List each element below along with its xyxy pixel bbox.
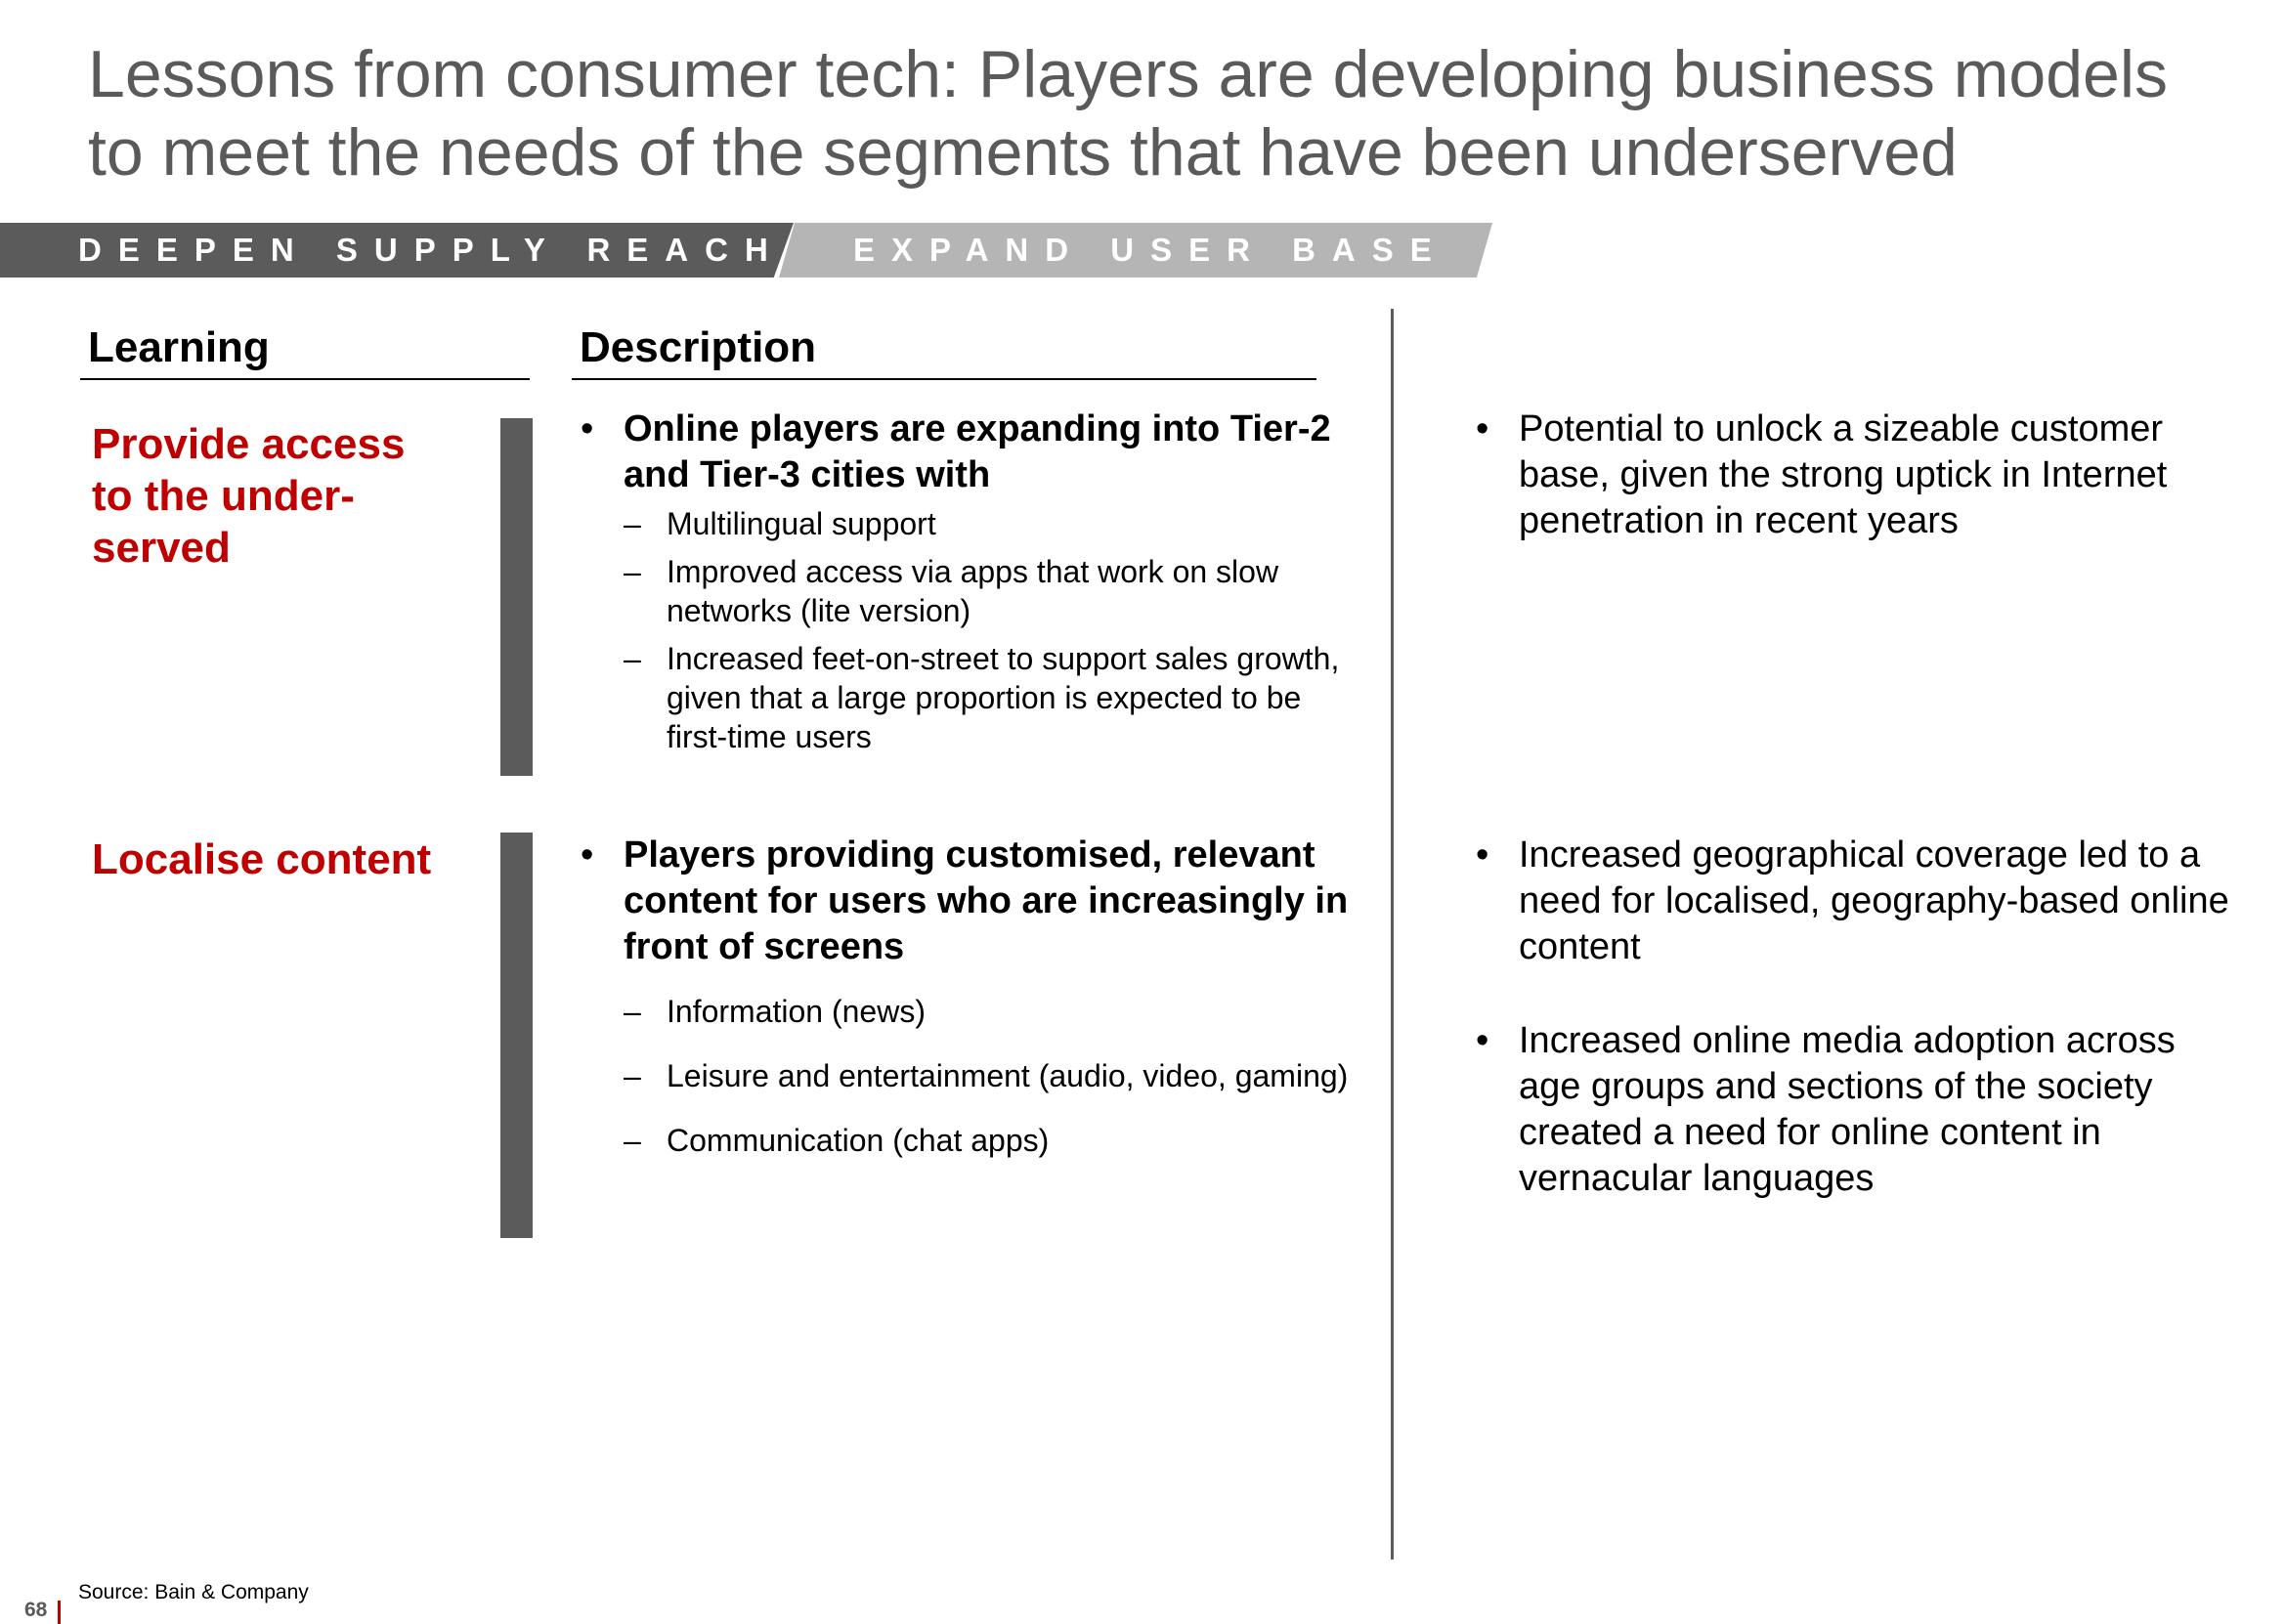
learning-column-header: Learning [88,323,270,371]
implications-block-provide-access [1472,406,2244,544]
description-sub-item [577,1121,1358,1160]
dash-marker: – [624,1058,641,1093]
learning-header-rule [80,378,530,380]
learning-item-localise-content [92,833,463,885]
page-title [88,35,2238,192]
learning-line: to the under- [92,472,355,520]
page-number-accent-bar [58,1601,61,1624]
row-indicator-bar [500,418,533,776]
dash-marker: – [624,554,641,589]
dash-marker: – [624,994,641,1029]
description-bullet-text: Online players are expanding into Tier-2 and Tier-3 cities with [624,408,1331,495]
bullet-dot: • [581,834,594,876]
dash-marker: – [624,506,641,541]
implication-text: Increased geographical coverage led to a need for localised, geography-based online content [1519,834,2229,967]
column-divider [1391,309,1394,1560]
dash-marker: – [624,1123,641,1158]
description-bullet [577,833,1358,970]
description-sub-item [577,504,1358,543]
description-bullet [577,406,1358,498]
sub-item-text: Improved access via apps that work on slow networks (lite version) [667,554,1279,628]
implication-bullet [1472,406,2244,544]
learning-item-provide-access [92,418,463,574]
implication-bullet [1472,833,2244,970]
description-sub-item [577,1056,1358,1095]
sub-item-text: Multilingual support [667,506,936,541]
sub-item-text: Leisure and entertainment (audio, video, gaming) [667,1058,1349,1093]
learning-line: Provide access [92,420,406,468]
sub-item-text: Increased feet-on-street to support sales growth, given that a large proportion is expected to be first-time users [667,641,1340,754]
description-sub-item [577,639,1358,756]
implication-text: Increased online media adoption across age groups and sections of the society created a need for online content in vernacular languages [1519,1020,2176,1199]
implication-bullet [1472,1018,2244,1202]
description-sub-item [577,992,1358,1031]
bullet-dot: • [1476,834,1489,876]
description-bullet-text: Players providing customised, relevant content for users who are increasingly in front of screens [624,834,1349,967]
implication-text: Potential to unlock a sizeable customer base, given the strong uptick in Internet penetration in recent years [1519,408,2168,541]
section-tab-bar [0,223,1495,278]
tab-expand-user-base-label: EXPAND USER BASE [853,232,1448,268]
learning-line: Localise content [92,835,432,883]
source-note: Source: Bain & Company [78,1581,309,1603]
page-number: 68 [24,1599,48,1621]
sub-item-text: Communication (chat apps) [667,1123,1050,1158]
description-column-header: Description [580,323,817,371]
sub-item-text: Information (news) [667,994,926,1029]
tab-deepen-supply-reach-label: DEEPEN SUPPLY REACH [78,232,785,268]
learning-line: served [92,524,231,572]
description-header-rule [572,378,1316,380]
description-block-provide-access [577,406,1358,756]
description-sub-item [577,552,1358,630]
bullet-dot: • [581,408,594,449]
row-indicator-bar [500,833,533,1238]
implications-block-localise-content [1472,833,2244,1202]
page-title-line-1: Lessons from consumer tech: Players are developing business models [88,37,2168,111]
description-block-localise-content [577,833,1358,1160]
dash-marker: – [624,641,641,676]
page-title-line-2: to meet the needs of the segments that have been underserved [88,115,1958,190]
bullet-dot: • [1476,408,1489,449]
bullet-dot: • [1476,1020,1489,1061]
